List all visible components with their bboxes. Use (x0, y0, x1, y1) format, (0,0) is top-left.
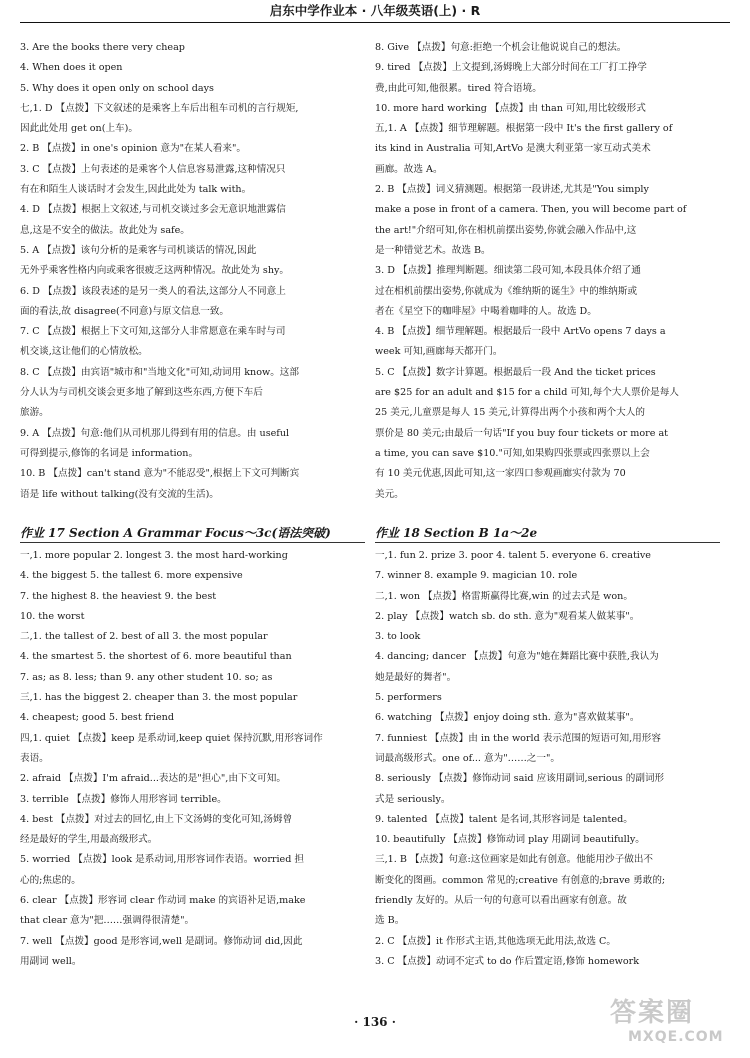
answer-line: 8. C 【点拨】由宾语"城市和"当地文化"可知,动词用 know。这部 (20, 366, 299, 378)
answer-line: 7. as; as 8. less; than 9. any other student 10. so; as (20, 671, 273, 683)
left-top-column (20, 38, 365, 505)
answer-line: 票价是 80 美元;由最后一句话"If you buy four tickets or more at (375, 427, 669, 439)
answer-line: 2. B 【点拨】词义猜测题。根据第一段讲述,尤其是"You simply (375, 184, 649, 196)
answer-line: 有在和陌生人谈话时才会发生,因此此处为 talk with。 (20, 184, 252, 196)
answer-line: 4. the biggest 5. the tallest 6. more expensive (20, 570, 243, 582)
answer-line: 心的;焦虑的。 (20, 874, 81, 886)
answer-line: 二,1. won 【点拨】格雷斯赢得比赛,win 的过去式是 won。 (375, 590, 633, 602)
answer-line: 一,1. more popular 2. longest 3. the most hard-working (20, 550, 288, 561)
answer-line: 4. dancing; dancer 【点拨】句意为"她在舞蹈比赛中获胜,我认为 (375, 651, 659, 663)
answer-line: 10. B 【点拨】can't stand 意为"不能忍受",根据上下文可判断宾 (20, 468, 300, 480)
watermark-logo (610, 998, 740, 1054)
answer-line: 一,1. fun 2. prize 3. poor 4. talent 5. everyone 6. creative (375, 550, 651, 561)
answer-line: 可得到提示,修饰的名词是 information。 (20, 447, 199, 459)
answer-line: 无外乎乘客性格内向或乘客很疲乏这两种情况。故此处为 shy。 (20, 265, 290, 277)
answer-line: 五,1. A 【点拨】细节理解题。根据第一段中 It's the first gallery of (375, 123, 673, 135)
answer-line: 经是最好的学生,用最高级形式。 (20, 834, 158, 846)
answer-line: 机交谈,这让他们的心情放松。 (20, 346, 148, 358)
answer-line: 选 B。 (375, 915, 405, 927)
answer-line: 10. more hard working 【点拨】由 than 可知,用比较级形式 (375, 102, 646, 114)
answer-line: 旅游。 (20, 407, 49, 419)
header-title: 启东中学作业本 · 八年级英语(上) · R (269, 3, 481, 18)
answer-line: 6. D 【点拨】该段表述的是另一类人的看法,这部分人不同意上 (20, 285, 286, 297)
answer-line: 8. Give 【点拨】句意:拒绝一个机会让他说说自己的想法。 (375, 42, 627, 53)
answer-line: 7. well 【点拨】good 是形容词,well 是副词。修饰动词 did,因此 (20, 935, 303, 947)
answer-line: 5. A 【点拨】该句分析的是乘客与司机谈话的情况,因此 (20, 244, 257, 256)
answer-line: 10. the worst (20, 610, 85, 622)
answer-line: 三,1. B 【点拨】句意:这位画家是如此有创意。他能用沙子做出不 (375, 854, 654, 866)
answer-line: 3. C 【点拨】上句表述的是乘客个人信息容易泄露,这种情况只 (20, 163, 286, 175)
answer-line: 四,1. quiet 【点拨】keep 是系动词,keep quiet 保持沉默,用形容词作 (20, 732, 323, 744)
section-title-18: 作业 18 Section B 1a～2e (375, 526, 538, 540)
answer-line: 式是 seriously。 (375, 793, 451, 805)
answer-line: 2. afraid 【点拨】I'm afraid...表达的是"担心",由下文可知。 (20, 773, 286, 785)
section-rule-right (375, 542, 720, 543)
answer-line: the art!"介绍可知,你在相机前摆出姿势,你就会融入作品中,这 (375, 224, 637, 236)
answer-line: 9. talented 【点拨】talent 是名词,其形容词是 talented。 (375, 813, 633, 825)
answer-line: 因此此处用 get on(上车)。 (20, 123, 138, 135)
right-top-column (375, 38, 720, 505)
answer-line: 7. winner 8. example 9. magician 10. role (375, 570, 578, 582)
answer-line: 3. to look (375, 631, 421, 643)
answer-line: 词最高级形式。one of... 意为"……之一"。 (375, 752, 561, 764)
answer-line: 过在相机前摆出姿势,你就成为《维纳斯的诞生》中的维纳斯或 (375, 285, 638, 297)
answer-line: 表语。 (20, 752, 49, 764)
answer-line: 者在《星空下的咖啡屋》中喝着咖啡的人。故选 D。 (375, 305, 597, 317)
answer-line: its kind in Australia 可知,ArtVo 是澳大利亚第一家互动式美术 (375, 143, 651, 155)
answer-line: 5. performers (375, 692, 442, 704)
answer-line: 面的看法,故 disagree(不同意)与原文信息一致。 (20, 305, 230, 317)
answer-line: 3. terrible 【点拨】修饰人用形容词 terrible。 (20, 793, 227, 805)
answer-line: 6. watching 【点拨】enjoy doing sth. 意为"喜欢做某事"。 (375, 712, 640, 724)
answer-line: 是一种错觉艺术。故选 B。 (375, 244, 491, 256)
section-title-17: 作业 17 Section A Grammar Focus～3c(语法突破) (20, 526, 331, 540)
answer-line: 画廊。故选 A。 (375, 163, 443, 175)
answer-line: 3. Are the books there very cheap (20, 42, 185, 53)
answer-line: 7. funniest 【点拨】由 in the world 表示范围的短语可知,用形容 (375, 732, 661, 744)
answer-line: 她是最好的舞者"。 (375, 671, 457, 683)
answer-line: 6. clear 【点拨】形容词 clear 作动词 make 的宾语补足语,make (20, 895, 306, 907)
answer-line: 4. When does it open (20, 62, 123, 74)
section-rule-left (20, 542, 365, 543)
answer-line: 七,1. D 【点拨】下文叙述的是乘客上车后出租车司机的言行规矩, (20, 102, 299, 114)
watermark-text: 答案圈 (610, 998, 695, 1028)
answer-line: friendly 友好的。从后一句的句意可以看出画家有创意。故 (375, 895, 627, 907)
answer-line: 10. beautifully 【点拨】修饰动词 play 用副词 beautifully。 (375, 834, 645, 846)
answer-line: 4. best 【点拨】对过去的回忆,由上下文汤姆的变化可知,汤姆曾 (20, 813, 293, 825)
answer-line: are $25 for an adult and $15 for a child 可知,每个大人票价是每人 (375, 387, 679, 399)
left-bottom-column (20, 546, 365, 972)
answer-line: 二,1. the tallest of 2. best of all 3. the most popular (20, 631, 268, 643)
answer-line: 5. Why does it open only on school days (20, 82, 214, 94)
answer-line: a time, you can save $10."可知,如果购四张票或四张票以上会 (375, 447, 650, 459)
answer-line: 8. seriously 【点拨】修饰动词 said 应该用副词,serious 的副词形 (375, 773, 665, 785)
answer-line: 25 美元,儿童票是每人 15 美元,计算得出两个小孩和两个大人的 (375, 407, 645, 419)
answer-line: 3. D 【点拨】推理判断题。细读第二段可知,本段具体介绍了通 (375, 265, 641, 277)
answer-line: 三,1. has the biggest 2. cheaper than 3. the most popular (20, 692, 298, 704)
answer-line: 分人认为与司机交谈会更多地了解到这些东西,方便下车后 (20, 387, 263, 399)
answer-line: 费,由此可知,他很累。tired 符合语境。 (375, 82, 542, 94)
answer-line: 9. A 【点拨】句意:他们从司机那儿得到有用的信息。由 useful (20, 427, 290, 439)
answer-line: 2. B 【点拨】in one's opinion 意为"在某人看来"。 (20, 143, 247, 155)
answer-line: 有 10 美元优惠,因此可知,这一家四口参观画廊实付款为 70 (375, 468, 626, 480)
answer-line: 断变化的图画。common 常见的;creative 有创意的;brave 勇敢的; (375, 874, 666, 886)
answer-line: 5. worried 【点拨】look 是系动词,用形容词作表语。worried 担 (20, 854, 305, 866)
answer-line: week 可知,画廊每天都开门。 (375, 346, 503, 358)
header-rule (20, 22, 730, 23)
answer-line: 4. the smartest 5. the shortest of 6. more beautiful than (20, 651, 292, 663)
answer-line: 7. the highest 8. the heaviest 9. the best (20, 590, 217, 602)
answer-line: 2. C 【点拨】it 作形式主语,其他选项无此用法,故选 C。 (375, 935, 616, 947)
answer-line: 美元。 (375, 488, 404, 500)
answer-line: 4. D 【点拨】根据上文叙述,与司机交谈过多会无意识地泄露信 (20, 204, 286, 216)
answer-line: 7. C 【点拨】根据上下文可知,这部分人非常愿意在乘车时与司 (20, 326, 286, 338)
answer-line: 用副词 well。 (20, 955, 82, 967)
answer-line: 息,这是不安全的做法。故此处为 safe。 (20, 224, 190, 236)
answer-line: 3. C 【点拨】动词不定式 to do 作后置定语,修饰 homework (375, 955, 640, 967)
answer-line: 4. cheapest; good 5. best friend (20, 712, 174, 724)
answer-line: that clear 意为"把……强调得很清楚"。 (20, 915, 195, 927)
answer-line: 2. play 【点拨】watch sb. do sth. 意为"观看某人做某事"。 (375, 610, 640, 622)
answer-line: 语是 life without talking(没有交流的生活)。 (20, 488, 219, 500)
watermark-url: MXQE.COM (628, 1029, 724, 1045)
answer-line: 9. tired 【点拨】上文提到,汤姆晚上大部分时间在工厂打工挣学 (375, 62, 647, 74)
answer-line: 4. B 【点拨】细节理解题。根据最后一段中 ArtVo opens 7 days a (375, 326, 666, 338)
right-bottom-column (375, 546, 720, 972)
page-number: · 136 · (354, 1015, 396, 1029)
answer-line: 5. C 【点拨】数字计算题。根据最后一段 And the ticket prices (375, 366, 656, 378)
answer-line: make a pose in front of a camera. Then, you will become part of (375, 204, 687, 216)
